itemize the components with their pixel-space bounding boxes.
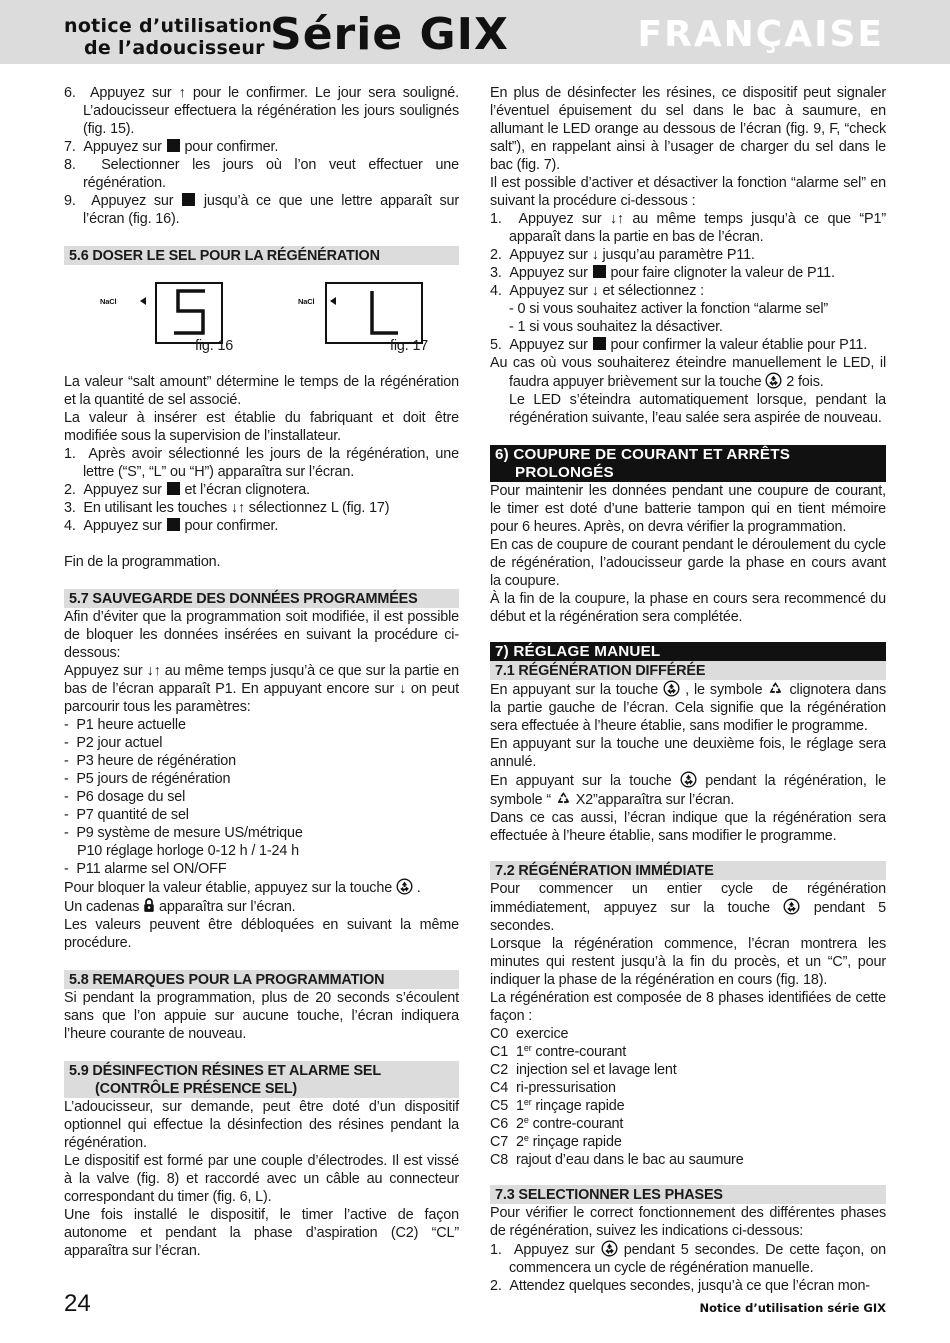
padlock-icon [143, 897, 155, 913]
black-square-key-icon [167, 518, 180, 531]
list-item: C6 2e contre-courant [490, 1115, 624, 1132]
section-heading-5-9: 5.9 DÉSINFECTION RÉSINES ET ALARME SEL (CONTRÔLE PRÉSENCE SEL) [64, 1061, 459, 1098]
brand-line-2: de l’adoucisseur [84, 37, 265, 59]
page-number: 24 [64, 1290, 91, 1317]
paragraph: Si pendant la programmation, plus de 20 seconds s’écoulent sans que l’on appuie sur aucune touche, l’écran indiquera l’heure courante de nouveau. [64, 990, 459, 1042]
recycle-symbol-icon [555, 790, 572, 807]
list-item: - P5 jours de régénération [64, 771, 231, 787]
paragraph: Un cadenas apparaîtra sur l’écran. [64, 899, 296, 915]
list-item: 2. Appuyez sur ↓ jusqu’au paramètre P11. [490, 247, 755, 263]
regeneration-button-icon [680, 771, 697, 788]
list-item: - P6 dosage du sel [64, 789, 186, 805]
black-square-key-icon [167, 482, 180, 495]
paragraph: La valeur “salt amount” détermine le temps de la régénération et la quantité de sel associé. [64, 374, 459, 408]
regeneration-button-icon [765, 372, 782, 389]
list-item: 9. Appuyez sur jusqu’à ce que une lettre apparaît sur l’écran (fig. 16). [64, 193, 459, 227]
list-item: - P9 système de mesure US/métrique [64, 825, 303, 841]
list-item: C7 2e rinçage rapide [490, 1133, 622, 1150]
footer-title: Notice d’utilisation série GIX [699, 1301, 886, 1315]
list-item: 2. Attendez quelques secondes, jusqu’à ce que l’écran mon- [490, 1278, 870, 1294]
language-label: FRANÇAISE [637, 14, 884, 55]
list-item: - P2 jour actuel [64, 735, 163, 751]
list-item: - P1 heure actuelle [64, 717, 186, 733]
section-heading-7-3: 7.3 SELECTIONNER LES PHASES [490, 1185, 886, 1204]
list-sub-item: - 0 si vous souhaitez activer la fonction “alarme sel” [509, 301, 829, 317]
paragraph: Fin de la programmation. [64, 554, 221, 570]
paragraph: En cas de coupure de courant pendant le déroulement du cycle de régénération, l’adoucisseur garde la phase en cours avant la coupure. [490, 537, 886, 589]
list-item: C1 1er contre-courant [490, 1043, 627, 1060]
nacl-label: NaCl [298, 297, 315, 306]
section-heading-6: 6) COUPURE DE COURANT ET ARRÊTS PROLONGÉS [490, 445, 886, 482]
list-item: 3. Appuyez sur pour faire clignoter la valeur de P11. [490, 265, 835, 281]
figure-caption: fig. 16 [195, 338, 234, 354]
figure-caption: fig. 17 [390, 338, 429, 354]
list-item: 7. Appuyez sur pour confirmer. [64, 139, 279, 155]
paragraph: En appuyant sur la touche , le symbole clignotera dans la partie gauche de l’écran. Cela signifie que la régénération sera effectuée à l’heure établie, sans modifier le programme. [490, 682, 886, 734]
list-item: 1. Appuyez sur pendant 5 secondes. De cette façon, on commencera un cycle de régénération manuelle. [490, 1242, 886, 1276]
list-item: C4 ri-pressurisation [490, 1080, 616, 1096]
list-item: 8. Selectionner les jours où l’on veut effectuer une régénération. [64, 157, 459, 191]
regeneration-button-icon [601, 1240, 618, 1257]
list-item: 4. Appuyez sur pour confirmer. [64, 518, 279, 534]
paragraph: La valeur à insérer est établie du fabriquant et doit être modifiée sous la supervision de l’installateur. [64, 410, 459, 444]
brand-line-1: notice d’utilisation [64, 15, 273, 37]
black-square-key-icon [593, 265, 606, 278]
left-column [64, 84, 459, 1260]
recycle-symbol-icon [767, 680, 784, 697]
list-item: 1. Après avoir sélectionné les jours de la régénération, une lettre (“S”, “L” ou “H”) apparaîtra sur l’écran. [64, 446, 459, 480]
paragraph: Les valeurs peuvent être débloquées en suivant la même procédure. [64, 917, 459, 951]
black-square-key-icon [167, 139, 180, 152]
list-item: P10 réglage horloge 0-12 h / 1-24 h [77, 843, 299, 859]
paragraph: Il est possible d’activer et désactiver la fonction “alarme sel” en suivant la procédure ci-dessous : [490, 175, 886, 209]
paragraph: À la fin de la coupure, la phase en cours sera recommencé du début et la régénération sera complétée. [490, 591, 886, 625]
figures-16-17 [64, 265, 459, 365]
lcd-display-fig16 [100, 281, 270, 353]
list-item: C8 rajout d’eau dans le bac au saumure [490, 1152, 744, 1168]
section-heading-5-6: 5.6 DOSER LE SEL POUR LA RÉGÉNÉRATION [64, 246, 459, 265]
paragraph: Pour vérifier le correct fonctionnement des différentes phases de régénération, suivez les indications ci-dessous: [490, 1205, 886, 1239]
paragraph: Dans ce cas aussi, l’écran indique que la régénération sera effectuée à l’heure établie, sans modifier le programme. [490, 810, 886, 844]
paragraph: En appuyant sur la touche pendant la régénération, le symbole “ X2”apparaîtra sur l’écran. [490, 773, 886, 808]
list-item: - P7 quantité de sel [64, 807, 189, 823]
paragraph: Le LED s’éteindra automatiquement lorsque, pendant la régénération suivante, l’eau salée sera aspirée de nouveau. [509, 392, 886, 426]
paragraph: Pour commencer un entier cycle de régénération immédiatement, appuyez sur la touche pendant 5 secondes. [490, 881, 886, 934]
paragraph: Pour maintenir les données pendant une coupure de courant, le timer est doté d’une batterie tampon qui en tient mémoire pour 6 heures. Après, on devra vérifier la programmation. [490, 483, 886, 535]
right-column [490, 84, 886, 1295]
black-square-key-icon [182, 193, 195, 206]
list-item: 5. Appuyez sur pour confirmer la valeur établie pour P11. [490, 337, 868, 353]
regeneration-button-icon [663, 680, 680, 697]
phase-list [490, 1025, 886, 1169]
list-item: 3. En utilisant les touches ↓↑ sélectionnez L (fig. 17) [64, 500, 390, 516]
paragraph: Pour bloquer la valeur établie, appuyez sur la touche . [64, 880, 421, 896]
list-item: 2. Appuyez sur et l’écran clignotera. [64, 482, 310, 498]
paragraph: En plus de désinfecter les résines, ce dispositif peut signaler l’éventuel épuisement du sel dans le bac à saumure, en allumant le LED orange au dessous de l’écran (fig. 9, F, “check salt”), en rappelant ainsi à l’usager de charger du sel dans le bac (fig. 7). [490, 85, 886, 173]
nacl-label: NaCl [100, 297, 117, 306]
paragraph: L’adoucisseur, sur demande, peut être doté d’un dispositif optionnel qui effectue la désinfection des résines pendant la régénération. [64, 1099, 459, 1151]
up-arrow-icon: ↑ [178, 85, 186, 101]
list-item: 1. Appuyez sur ↓↑ au même temps jusqu’à ce que “P1” apparaît dans la partie en bas de l’écran. [490, 211, 887, 245]
black-square-key-icon [593, 337, 606, 350]
lcd-display-fig17 [298, 281, 468, 353]
section-heading-7: 7) RÉGLAGE MANUEL [490, 642, 886, 661]
series-title: Série GIX [270, 9, 509, 60]
paragraph: Afin d’éviter que la programmation soit modifiée, il est possible de bloquer les données insérées en suivant la procédure ci-dessous: [64, 609, 459, 661]
list-item: - P11 alarme sel ON/OFF [64, 861, 227, 877]
paragraph: La régénération est composée de 8 phases identifiées de cette façon : [490, 990, 886, 1024]
regeneration-button-icon [783, 898, 800, 915]
list-sub-item: - 1 si vous souhaitez la désactiver. [509, 319, 723, 335]
list-item: 6. Appuyez sur ↑ pour le confirmer. Le jour sera souligné. L’adoucisseur effectuera la régénération les jours soulignés (fig. 15). [64, 85, 460, 137]
regeneration-button-icon [396, 878, 413, 895]
paragraph: Le dispositif est formé par une couple d’électrodes. Il est vissé à la valve (fig. 8) et raccordé avec un câble au connecteur correspondant du timer (fig. 6, L). [64, 1153, 459, 1205]
list-item: C5 1er rinçage rapide [490, 1097, 625, 1114]
list-item: C2 injection sel et lavage lent [490, 1062, 677, 1078]
paragraph: Appuyez sur ↓↑ au même temps jusqu’à ce que sur la partie en bas de l’écran apparaît P1. En appuyant encore sur ↓ on peut parcourir tous les paramètres: [64, 663, 459, 715]
paragraph: Lorsque la régénération commence, l’écran montrera les minutes qui restent jusqu’à la fin du procès, et un “C”, pour indiquer la phase de la régénération en cours (fig. 18). [490, 936, 886, 988]
page-header [0, 0, 950, 64]
section-heading-5-7: 5.7 SAUVEGARDE DES DONNÉES PROGRAMMÉES [64, 589, 459, 608]
paragraph: Une fois installé le dispositif, le timer l’active de façon autonome et pendant la phase d’aspiration (C2) “CL” apparaîtra sur l’écran. [64, 1207, 459, 1259]
list-item: C0 exercice [490, 1026, 569, 1042]
section-heading-5-8: 5.8 REMARQUES POUR LA PROGRAMMATION [64, 970, 459, 989]
section-heading-7-1: 7.1 RÉGÉNÉRATION DIFFÉRÉE [490, 661, 886, 680]
list-item: - P3 heure de régénération [64, 753, 236, 769]
list-item: 4. Appuyez sur ↓ et sélectionnez : [490, 283, 704, 299]
paragraph: Au cas où vous souhaiterez éteindre manuellement le LED, il faudra appuyer brièvement sur la touche 2 fois. [490, 355, 886, 390]
paragraph: En appuyant sur la touche une deuxième fois, le réglage sera annulé. [490, 736, 886, 770]
section-heading-7-2: 7.2 RÉGÉNÉRATION IMMÉDIATE [490, 861, 886, 880]
